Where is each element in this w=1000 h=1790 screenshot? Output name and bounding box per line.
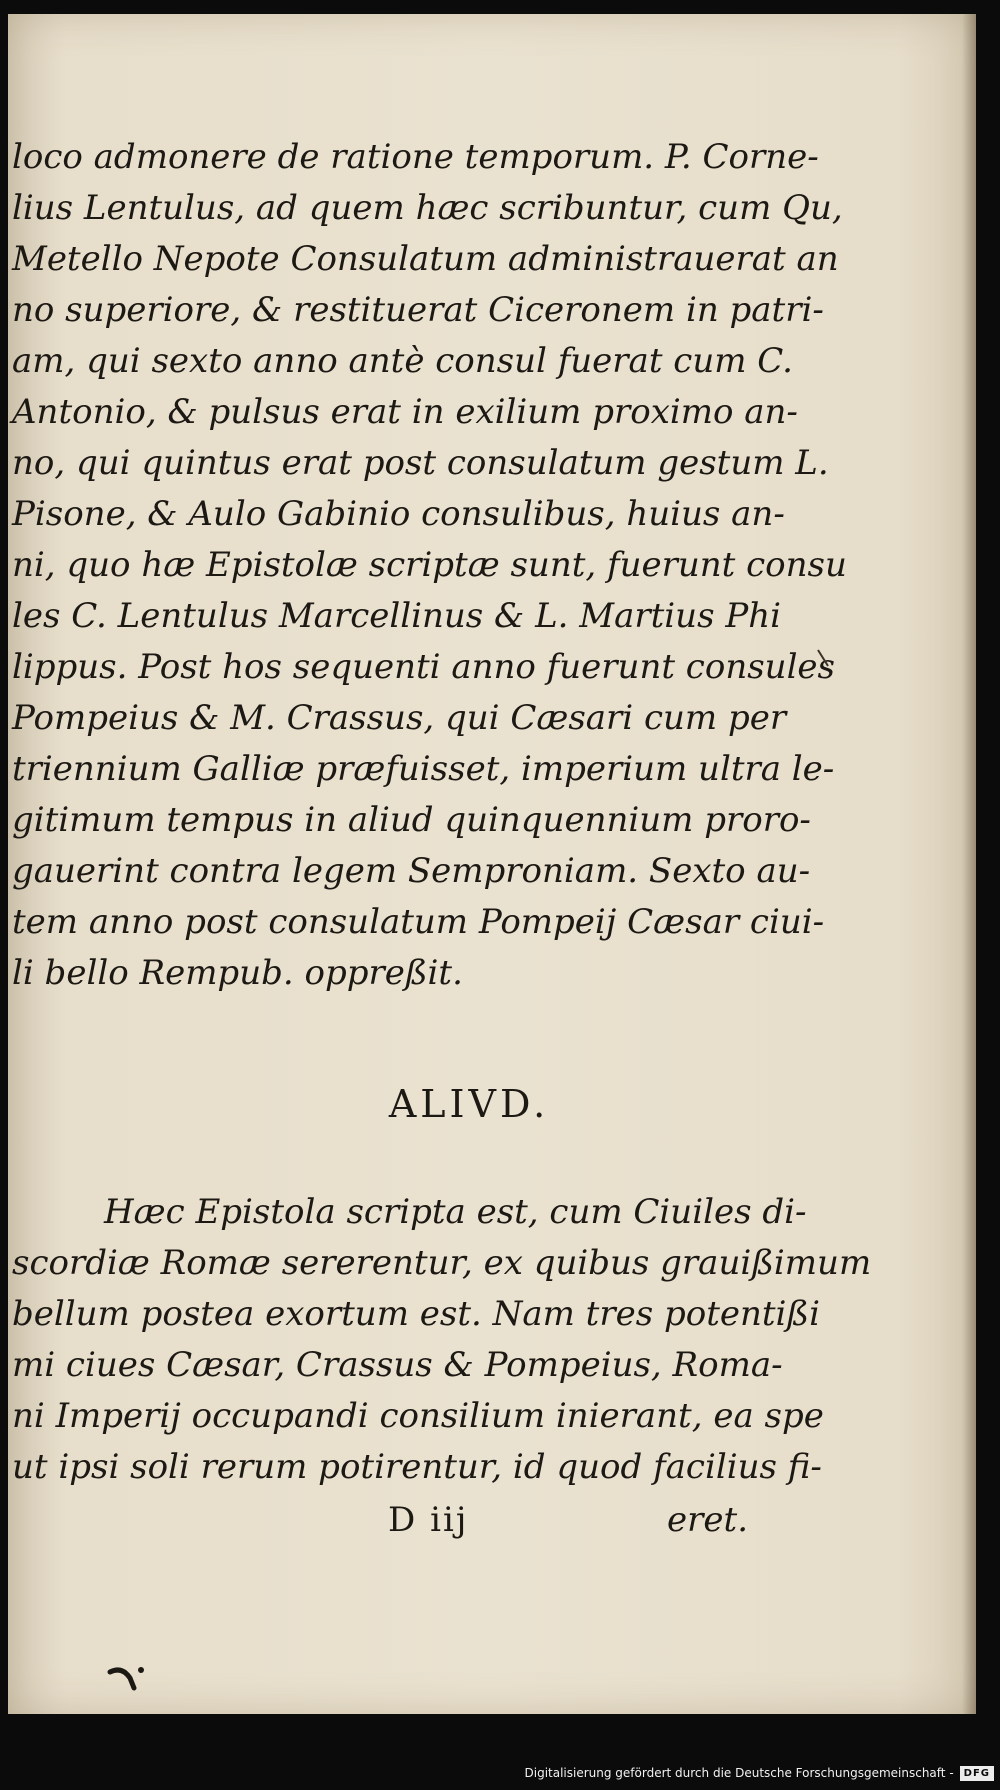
text-line: no superiore, & restituerat Ciceronem in patri- — [12, 290, 824, 330]
credit-text: Digitalisierung gefördert durch die Deutsche Forschungsgemeinschaft - — [524, 1766, 954, 1780]
text-line: Metello Nepote Consulatum administrauerat an — [12, 239, 839, 279]
paragraph-2 — [12, 1187, 872, 1493]
text-line: lippus. Post hos sequenti anno fuerunt consules — [12, 647, 836, 687]
text-line: tem anno post consulatum Pompeij Cæsar ciui- — [12, 902, 825, 942]
text-line: bellum postea exortum est. Nam tres potentißi — [12, 1294, 820, 1334]
text-line: ut ipsi soli rerum potirentur, id quod facilius fi- — [12, 1447, 822, 1487]
dfg-logo: DFG — [960, 1766, 994, 1781]
text-line: les C. Lentulus Marcellinus & L. Martius Phi — [12, 596, 781, 636]
text-line: scordiæ Romæ sererentur, ex quibus grauißimum — [12, 1243, 872, 1283]
text-line: loco admonere de ratione temporum. P. Corne- — [12, 137, 819, 177]
catchword: eret. — [667, 1500, 748, 1540]
text-line: gitimum tempus in aliud quinquennium proro- — [12, 800, 811, 840]
text-line: lius Lentulus, ad quem hæc scribuntur, cum Qu, — [12, 188, 843, 228]
text-line: Pisone, & Aulo Gabinio consulibus, huius an- — [12, 494, 785, 534]
section-heading: ALIVD. — [388, 1082, 550, 1126]
ink-blot-mark — [108, 1664, 148, 1694]
digitization-credit — [525, 1762, 995, 1784]
text-line: Pompeius & M. Crassus, qui Cæsari cum per — [12, 698, 787, 738]
text-line: gauerint contra legem Semproniam. Sexto au- — [12, 851, 811, 891]
stray-ink-mark — [816, 648, 830, 668]
book-page — [8, 14, 976, 1714]
text-line: no, qui quintus erat post consulatum gestum L. — [12, 443, 829, 483]
text-line: am, qui sexto anno antè consul fuerat cum C. — [12, 341, 793, 381]
page-footer — [8, 1500, 748, 1552]
text-line: ni, quo hæ Epistolæ scriptæ sunt, fuerunt consu — [12, 545, 847, 585]
text-line: Hæc Epistola scripta est, cum Ciuiles di- — [104, 1192, 807, 1232]
text-line: triennium Galliæ præfuisset, imperium ultra le- — [12, 749, 835, 789]
text-line: ni Imperij occupandi consilium inierant, ea spe — [12, 1396, 824, 1436]
text-line: li bello Rempub. oppreßit. — [12, 953, 463, 993]
paragraph-1 — [12, 132, 847, 999]
text-line: mi ciues Cæsar, Crassus & Pompeius, Roma- — [12, 1345, 783, 1385]
text-line: Antonio, & pulsus erat in exilium proximo an- — [12, 392, 798, 432]
signature-mark: D iij — [388, 1500, 469, 1540]
